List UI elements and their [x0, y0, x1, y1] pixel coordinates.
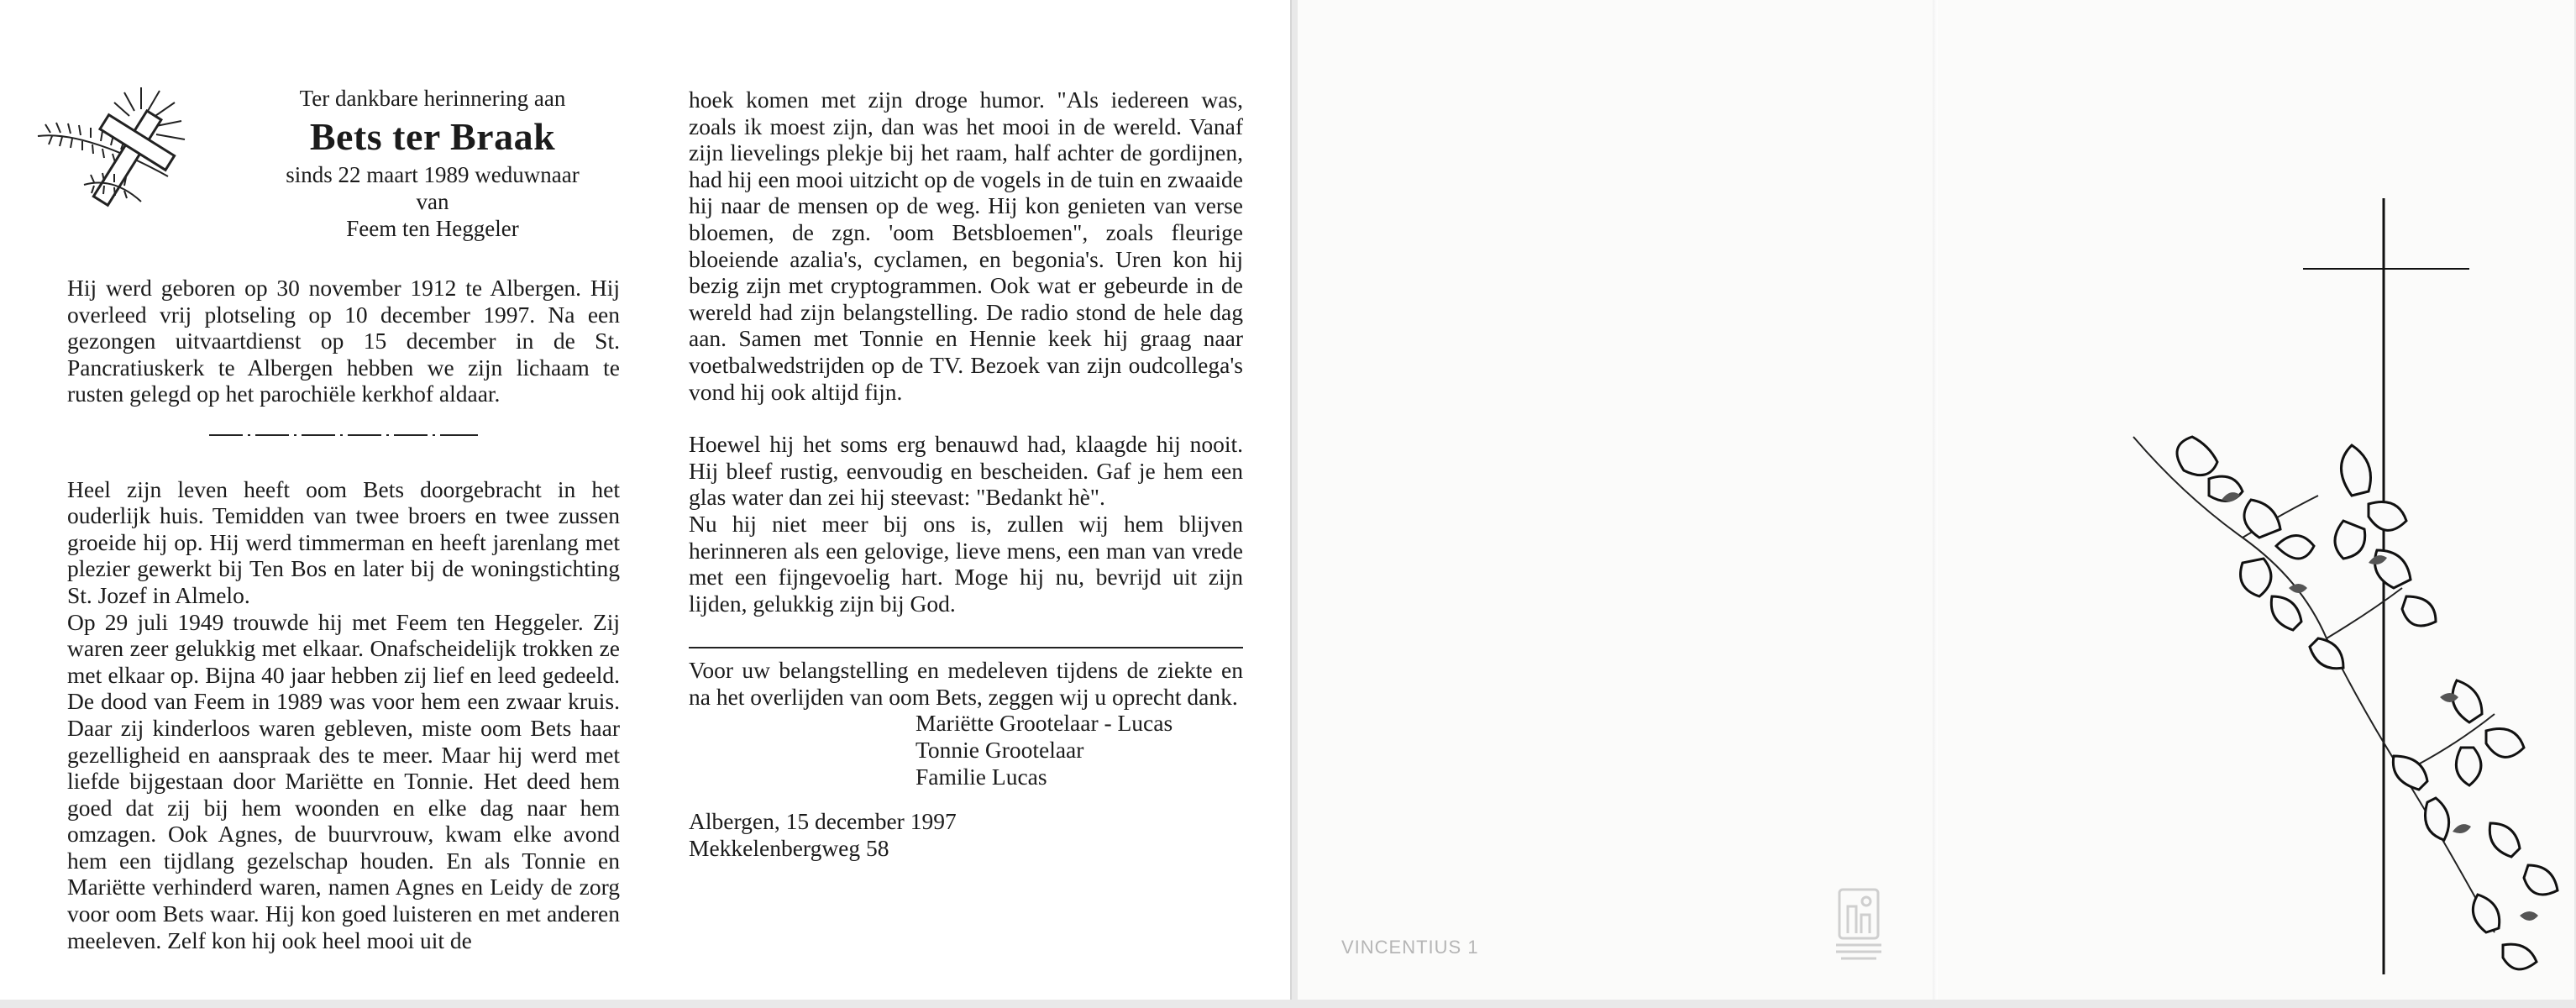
spouse-name: Feem ten Heggeler [346, 216, 519, 241]
signer: Familie Lucas [916, 763, 1047, 790]
publisher-brand: VINCENTIUS 1 [1341, 937, 1479, 958]
marriage-paragraph: Op 29 juli 1949 trouwde hij met Feem ten Heggeler. Zij waren zeer gelukkig met elkaar. Onafscheidelijk trokken ze met elkaar op. Bijna 40 jaar hebben zij lief en leed gedeeld. De dood van Feem in 1989 was voor hem een zwaar kruis. Daar zij kinderloos waren gebleven, miste oom Bets haar gezelligheid en aanspraak des te meer. Maar hij werd met liefde bijgestaan door Mariëtte en Tonnie. Het deed hem goed dat zij bij hem woonden en elke dag naar hem omzagen. Ook Agnes, de buurvrouw, kwam elke avond hem een tijdlang gezelschap houden. En als Tonnie en Mariëtte verhinderd waren, namen Agnes en Leidy de zorg voor oom Bets waar. Hij kon goed luisteren en met anderen meeleven. Zelf kon hij ook heel mooi uit de [67, 608, 620, 953]
fold-line [1933, 0, 1938, 1000]
widower-line: sinds 22 maart 1989 weduwnaar [286, 162, 580, 187]
signer: Tonnie Grootelaar [916, 737, 1084, 764]
remembrance-paragraph: Nu hij niet meer bij ons is, zullen wij hem blijven herinneren als een gelovige, lieve mens, een man van vrede met een fijngevoelig hart. Moge hij nu, bevrijd uit zijn lijden, gelukkig zijn bij God. [689, 510, 1243, 617]
life-paragraph: Heel zijn leven heeft oom Bets doorgebracht in het ouderlijk huis. Temidden van twee broers en twee zussen groeide hij op. Hij werd timmerman en heeft jarenlang met plezier gewerkt bij Ten Bos en later bij de woningstichting St. Jozef in Almelo. [67, 475, 620, 608]
deceased-name: Bets ter Braak [309, 115, 556, 158]
cross-with-flowers-icon [2117, 193, 2570, 995]
biography-right-column [689, 87, 1243, 861]
thanks-paragraph: Voor uw belangstelling en medeleven tijdens de ziekte en na het overlijden van oom Bets, zeggen wij u oprecht dank. [689, 657, 1243, 710]
ornamental-divider [67, 419, 620, 446]
cross-with-palm-icon [34, 84, 227, 214]
printer-logo-icon [1831, 886, 1886, 966]
character-paragraph: Hoewel hij het soms erg benauwd had, klaagde hij nooit. Hij bleef rustig, eenvoudig en bescheiden. Gaf je hem een glas water dan zei hij steevast: "Bedankt hè". [689, 431, 1243, 511]
memorial-card-inside [0, 0, 1292, 1000]
humor-paragraph: hoek komen met zijn droge humor. "Als iedereen was, zoals ik moest zijn, dan was het mooi in de wereld. Vanaf zijn lievelings plekje bij het raam, half achter de gordijnen, had hij een mooi uitzicht op de vogels in de tuin en zwaaide hij naar de mensen op de weg. Hij kon genieten van verse bloemen, de zgn. 'oom Betsbloemen", zoals fleurige bloeiende azalia's, cyclamen, en begonia's. Uren kon hij bezig zijn met cryptogrammen. Ook wat er gebeurde in de wereld had zijn belangstelling. De radio stond de hele dag aan. Samen met Tonnie en Hennie keek hij graag naar voetbalwedstrijden op de TV. Bezoek van zijn oudcollega's vond hij ook altijd fijn. [689, 87, 1243, 405]
birth-death-paragraph: Hij werd geboren op 30 november 1912 te Albergen. Hij overleed vrij plotseling op 10 december 1997. Na een gezongen uitvaartdienst op 15 december in de St. Pancratiuskerk te Albergen hebben we zijn lichaam te rusten gelegd op het parochiële kerkhof aldaar. [67, 275, 620, 407]
intro-line: Ter dankbare herinnering aan [299, 86, 566, 111]
signers-list [689, 710, 1243, 790]
address: Mekkelenbergweg 58 [689, 834, 889, 861]
signer: Mariëtte Grootelaar - Lucas [916, 710, 1173, 737]
place-date: Albergen, 15 december 1997 [689, 808, 957, 835]
separator-line [689, 647, 1243, 648]
biography-left-column [67, 275, 620, 953]
card-header [252, 84, 613, 242]
widower-van: van [416, 189, 449, 214]
